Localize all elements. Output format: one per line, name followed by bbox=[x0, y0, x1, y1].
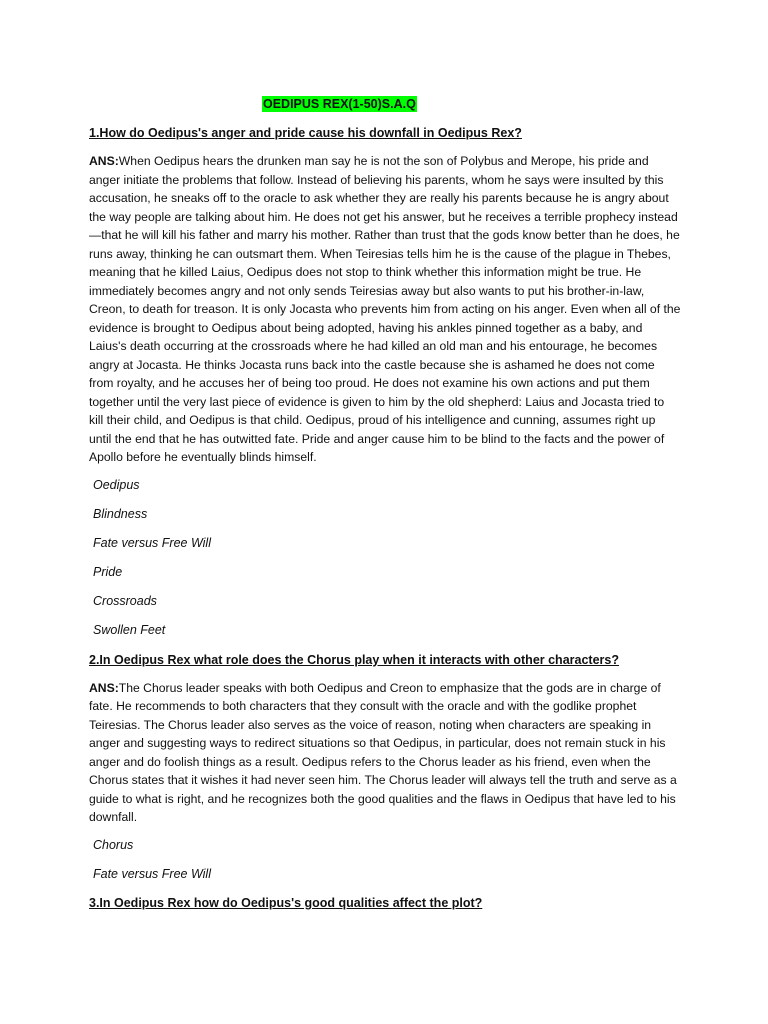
answer-2-text: The Chorus leader speaks with both Oedipus and Creon to emphasize that the gods are in charge of fate. He recommends to both characters that they consult with the oracle and with the godlike prophet Teiresias. The Chorus leader also serves as the voice of reason, noting when characters are speaking in anger and suggesting ways to redirect situations so that Oedipus, in particular, does not remain stuck in his anger and do foolish things as a result. Oedipus refers to the Chorus leader as his friend, even when the Chorus states that it wishes it had never seen him. The Chorus leader will always tell the truth and serve as a guide to what is right, and he recognizes both the good qualities and the flaws in Oedipus that have led to his downfall. bbox=[89, 680, 677, 825]
title-container bbox=[262, 95, 417, 113]
tag-list-2 bbox=[93, 836, 681, 883]
section-1 bbox=[89, 124, 681, 639]
answer-1-text: When Oedipus hears the drunken man say he is not the son of Polybus and Merope, his pride and anger initiate the problems that follow. Instead of believing his parents, whom he says were insulted by this accusation, he sneaks off to the oracle to ask whether they are really his parents because he is angry about the way people are talking about him. He does not get his answer, but he receives a terrible prophecy instead—that he will kill his father and marry his mother. Rather than trust that the gods know better than he does, he runs away, thinking he can outsmart them. When Teiresias tells him he is the cause of the plague in Thebes, meaning that he killed Laius, Oedipus does not stop to think whether this information might be true. He immediately becomes angry and not only sends Teiresias away but also wants to put his brother-in-law, Creon, to death for treason. It is only Jocasta who prevents him from acting on his anger. Even when all of the evidence is brought to Oedipus about being adopted, having his ankles pinned together as a baby, and Laius's death occurring at the crossroads where he had killed an old man and his entourage, he becomes angry at Jocasta. He thinks Jocasta runs back into the castle because she is ashamed he does not come from royalty, and he accuses her of being too proud. He does not examine his own actions and put them together until the very last piece of evidence is given to him by the old shepherd: Laius and Jocasta tried to kill their child, and Oedipus is that child. Oedipus, proud of his intelligence and cunning, assumes right up until the end that he has outwitted fate. Pride and anger cause him to be blind to the facts and the power of Apollo before he eventually blinds himself. bbox=[89, 154, 681, 464]
section-3 bbox=[89, 894, 681, 912]
tag-item: Crossroads bbox=[93, 594, 157, 609]
question-3: 3.In Oedipus Rex how do Oedipus's good qualities affect the plot? bbox=[89, 896, 483, 910]
answer-1 bbox=[89, 152, 681, 467]
tag-item: Fate versus Free Will bbox=[93, 535, 211, 550]
section-2 bbox=[89, 651, 681, 883]
tag-item: Chorus bbox=[93, 837, 134, 852]
document-body bbox=[89, 124, 681, 922]
answer-2 bbox=[89, 679, 681, 827]
tag-item: Pride bbox=[93, 565, 123, 580]
tag-item: Blindness bbox=[93, 506, 148, 521]
question-2: 2.In Oedipus Rex what role does the Chorus play when it interacts with other characters? bbox=[89, 652, 619, 667]
answer-2-label: ANS: bbox=[89, 680, 119, 695]
tag-item: Swollen Feet bbox=[93, 623, 166, 638]
answer-1-label: ANS: bbox=[89, 154, 119, 168]
tag-list-1 bbox=[93, 476, 681, 640]
question-1: 1.How do Oedipus's anger and pride cause his downfall in Oedipus Rex? bbox=[89, 126, 522, 140]
tag-item: Oedipus bbox=[93, 477, 140, 492]
tag-item: Fate versus Free Will bbox=[93, 866, 211, 881]
document-title: OEDIPUS REX(1-50)S.A.Q bbox=[263, 97, 416, 111]
